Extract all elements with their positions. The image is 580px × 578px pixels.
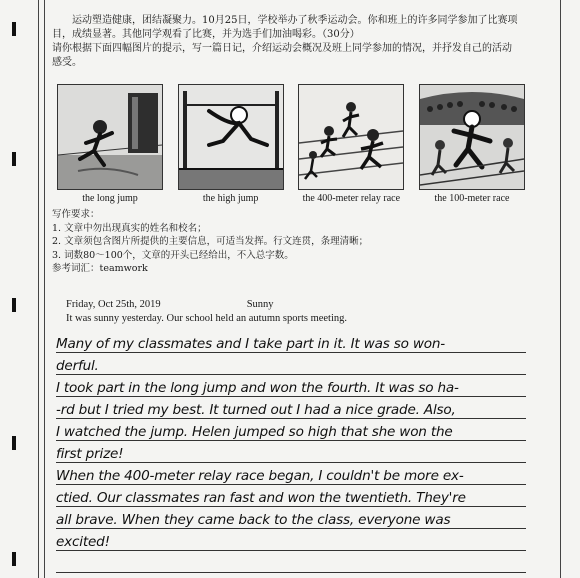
prompt-line: 请你根据下面四幅图片的提示，写一篇日记，介绍运动会概况及班上同学参加的情况，并抒发自己的活动 xyxy=(52,43,512,54)
writing-rule xyxy=(56,352,526,353)
picture-high-jump xyxy=(177,84,285,204)
sprint-race-illustration xyxy=(419,84,525,190)
diary-weather: Sunny xyxy=(246,299,274,310)
picture-100-meter-race xyxy=(418,84,526,204)
writing-rule xyxy=(56,396,526,397)
requirement-item: 2. 文章须包含图片所提供的主要信息，可适当发挥。行文连贯，条理清晰； xyxy=(52,236,369,247)
writing-rule xyxy=(56,440,526,441)
picture-caption: the high jump xyxy=(202,193,259,204)
writing-rule xyxy=(56,374,526,375)
handwritten-line: all brave. When they came back to the class, everyone was xyxy=(56,512,451,528)
diary-date: Friday, Oct 25th, 2019 xyxy=(66,299,161,310)
picture-long-jump xyxy=(56,84,164,204)
long-jump-illustration xyxy=(57,84,163,190)
handwritten-line: ctied. Our classmates ran fast and won the twentieth. They're xyxy=(56,490,466,506)
prompt-line: 感受。 xyxy=(52,57,82,68)
handwritten-line: first prize! xyxy=(56,446,124,462)
writing-rule xyxy=(56,418,526,419)
writing-requirements xyxy=(52,208,522,276)
right-border-line xyxy=(560,0,561,578)
reference-vocabulary: 参考词汇：teamwork xyxy=(52,263,148,274)
requirements-title: 写作要求： xyxy=(52,209,100,220)
picture-caption: the long jump xyxy=(82,193,138,204)
handwritten-line: Many of my classmates and I take part in it. It was so won- xyxy=(56,336,445,352)
handwritten-line: excited! xyxy=(56,534,110,550)
diary-header xyxy=(66,298,526,326)
margin-mark xyxy=(12,152,16,166)
writing-rule xyxy=(56,550,526,551)
prompt-line: 运动塑造健康，团结凝聚力。10月25日，学校举办了秋季运动会。你和班上的许多同学参加了比赛项 xyxy=(72,15,518,26)
margin-mark xyxy=(12,298,16,312)
prompt-line: 目，成绩显著。其他同学观看了比赛，并为选手们加油喝彩。（30分） xyxy=(52,29,360,40)
margin-mark xyxy=(12,552,16,566)
requirement-item: 1. 文章中勿出现真实的姓名和校名； xyxy=(52,222,207,234)
writing-rule xyxy=(56,484,526,485)
writing-rule xyxy=(56,462,526,463)
writing-rule xyxy=(56,572,526,573)
left-border-line xyxy=(38,0,39,578)
handwritten-line: When the 400-meter relay race began, I couldn't be more ex- xyxy=(56,468,464,484)
handwritten-line: -rd but I tried my best. It turned out I had a nice grade. Also, xyxy=(56,402,456,418)
picture-row xyxy=(56,84,526,204)
writing-rule xyxy=(56,506,526,507)
requirement-item: 3. 词数80～100个，文章的开头已经给出，不入总字数。 xyxy=(52,249,294,261)
writing-prompt xyxy=(52,14,532,70)
handwritten-line: I took part in the long jump and won the fourth. It was so ha- xyxy=(56,380,459,396)
left-border-line-inner xyxy=(44,0,45,578)
margin-mark xyxy=(12,22,16,36)
writing-rule xyxy=(56,528,526,529)
picture-relay-race xyxy=(297,84,405,204)
diary-opening: It was sunny yesterday. Our school held an autumn sports meeting. xyxy=(66,313,348,324)
high-jump-illustration xyxy=(178,84,284,190)
relay-race-illustration xyxy=(298,84,404,190)
margin-mark xyxy=(12,436,16,450)
picture-caption: the 400-meter relay race xyxy=(302,193,401,204)
picture-caption: the 100-meter race xyxy=(434,193,510,204)
handwritten-line: I watched the jump. Helen jumped so high that she won the xyxy=(56,424,453,440)
handwritten-line: derful. xyxy=(56,358,99,374)
